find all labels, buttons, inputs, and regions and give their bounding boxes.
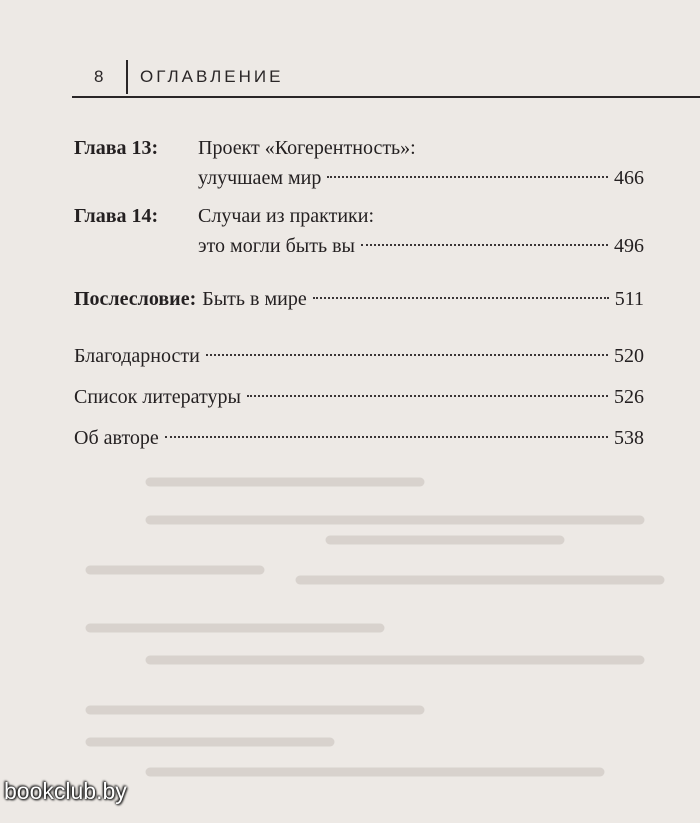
entry-page: 511: [614, 288, 644, 310]
page-number: 8: [94, 67, 107, 86]
entry-page: 538: [614, 427, 644, 449]
toc-entry-chapter-14: [74, 201, 644, 261]
page-header: [90, 60, 283, 94]
entry-label: Глава 13:: [74, 137, 159, 159]
entry-page: 466: [614, 167, 644, 189]
toc-entry-afterword: [74, 284, 644, 314]
entry-title: Благодарности: [74, 345, 200, 367]
entry-title-line2: это могли быть вы: [198, 235, 355, 257]
bleed-through-texture: [0, 470, 700, 800]
header-divider: [126, 60, 128, 94]
dot-leader: [165, 436, 608, 438]
entry-label: Послесловие:: [74, 288, 197, 310]
toc-entry-chapter-13: [74, 133, 644, 193]
entry-title-line2: улучшаем мир: [198, 167, 322, 189]
entry-title-line1: Случаи из практики:: [198, 205, 375, 227]
entry-title-line1: Проект «Когерентность»:: [198, 137, 416, 159]
dot-leader: [361, 244, 608, 246]
watermark: bookclub.by: [4, 778, 127, 804]
entry-page: 520: [614, 345, 644, 367]
entry-page: 526: [614, 386, 644, 408]
dot-leader: [327, 176, 608, 178]
toc-entry-references: [74, 382, 644, 412]
page-title: ОГЛАВЛЕНИЕ: [140, 67, 284, 86]
toc-entry-acknowledgements: [74, 341, 644, 371]
entry-title: Список литературы: [74, 386, 241, 408]
header-rule: [72, 96, 700, 98]
entry-page: 496: [614, 235, 644, 257]
entry-label: Глава 14:: [74, 205, 159, 227]
entry-title: Быть в мире: [202, 288, 307, 310]
dot-leader: [206, 354, 608, 356]
toc-entry-about-author: [74, 423, 644, 453]
dot-leader: [313, 297, 609, 299]
dot-leader: [247, 395, 608, 397]
entry-title: Об авторе: [74, 427, 159, 449]
